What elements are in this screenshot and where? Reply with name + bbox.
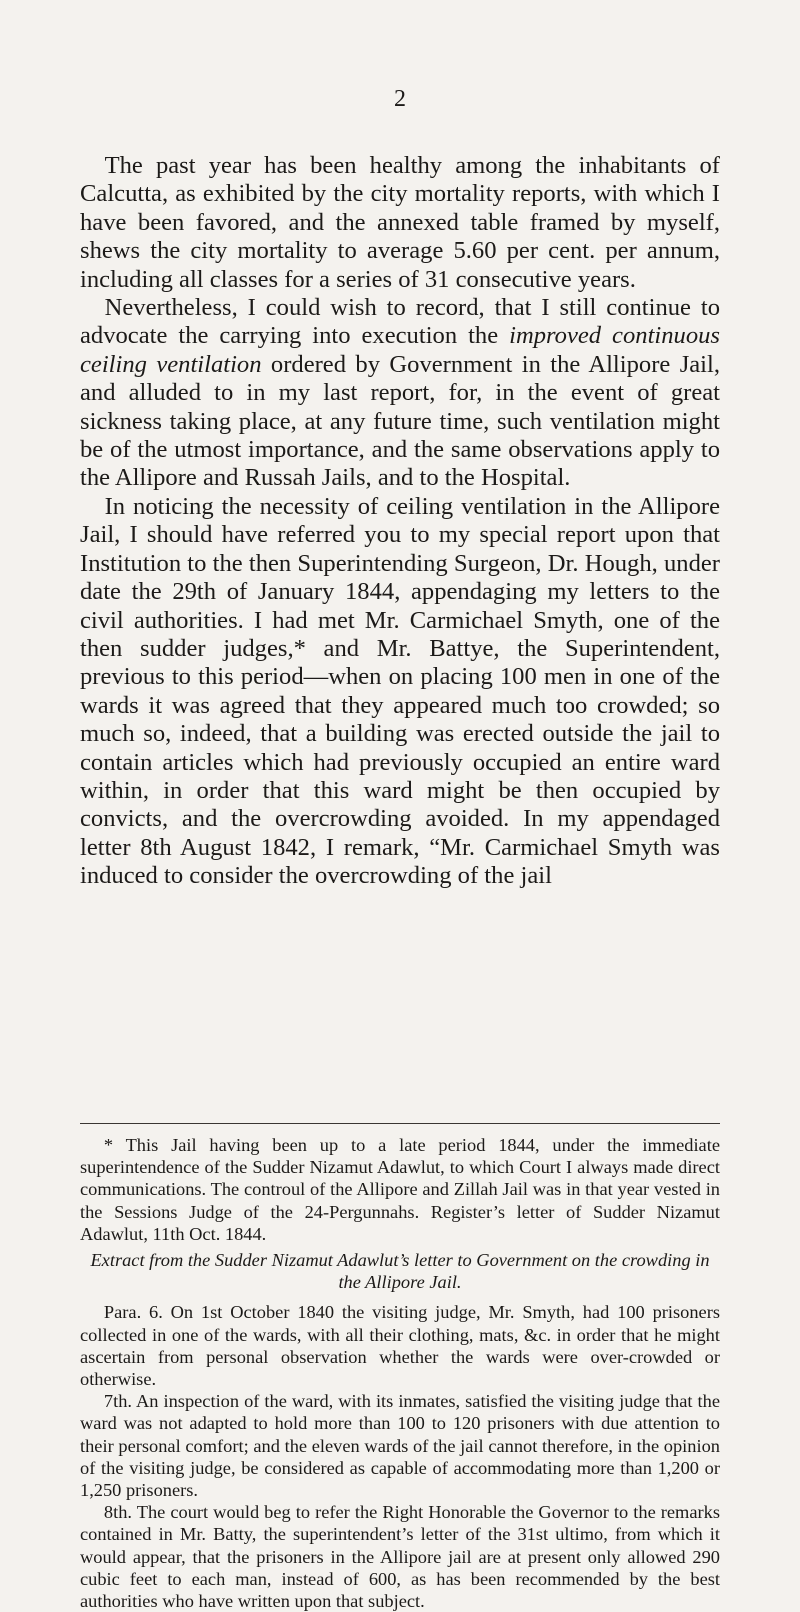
body-paragraph-2: [80, 294, 720, 493]
italic-phrase: improved continuous ceiling ventilation: [80, 322, 720, 378]
extract-paragraph-8: 8th. The court would beg to refer the Right Honorable the Governor to the remarks contained in Mr. Batty, the superintendent’s letter of the 31st ultimo, from which it would appear, that the prisoners in the Allipore jail are at present only allowed 290 cubic feet to each man, instead of 600, as has been recommended by the best authorities who have written upon that subject.: [80, 1502, 720, 1612]
body-paragraph-2-start: Nevertheless, I could wish to record, that I still continue to advocate the carrying into execution the: [80, 294, 720, 350]
extract-paragraph-7: 7th. An inspection of the ward, with its inmates, satisfied the visiting judge that the ward was not adapted to hold more than 100 to 120 prisoners with due attention to their personal comfort; and the eleven wards of the jail cannot therefore, in the opinion of the visiting judge, be considered as capable of accommodating more than 1,200 or 1,250 prisoners.: [80, 1391, 720, 1501]
extract-heading: Extract from the Sudder Nizamut Adawlut’s letter to Government on the crowding in the Allipore Jail.: [90, 1250, 710, 1293]
footnote-divider: [80, 1123, 720, 1124]
main-text: [80, 152, 720, 891]
footnote-block: [80, 1134, 720, 1612]
body-paragraph-2-end: ordered by Government in the Allipore Jail, and alluded to in my last report, for, in the event of great sickness taking place, at any future time, such ventilation might be of the utmost importance, and the same observations apply to the Allipore and Russah Jails, and to the Hospital.: [80, 350, 720, 492]
page-number: 2: [394, 86, 406, 112]
extract-paragraph-6: Para. 6. On 1st October 1840 the visiting judge, Mr. Smyth, had 100 prisoners collected in one of the wards, with all their clothing, mats, &c. in order that he might ascertain from personal observation whether the wards were over-crowded or otherwise.: [80, 1302, 720, 1390]
footnote-note: * This Jail having been up to a late period 1844, under the immediate superintendence of the Sudder Nizamut Adawlut, to which Court I always made direct communications. The controul of the Allipore and Zillah Jail was in that year vested in the Sessions Judge of the 24-Pergunnahs. Register’s letter of Sudder Nizamut Adawlut, 11th Oct. 1844.: [80, 1135, 720, 1244]
body-paragraph-1: The past year has been healthy among the inhabitants of Calcutta, as exhibited by the city mortality reports, with which I have been favored, and the annexed table framed by myself, shews the city mortality to average 5.60 per cent. per annum, including all classes for a series of 31 consecutive years.: [80, 152, 720, 293]
body-paragraph-3: In noticing the necessity of ceiling ventilation in the Allipore Jail, I should have referred you to my special report upon that Institution to the then Superintending Surgeon, Dr. Hough, under date the 29th of January 1844, appendaging my letters to the civil authorities. I had met Mr. Carmichael Smyth, one of the then sudder judges,* and Mr. Battye, the Superintendent, previous to this period—when on placing 100 men in one of the wards it was agreed that they appeared much too crowded; so much so, indeed, that a building was erected outside the jail to contain articles which had previously occupied an entire ward within, in order that this ward might be then occupied by convicts, and the overcrowding avoided. In my appendaged letter 8th August 1842, I remark, “Mr. Carmichael Smyth was induced to consider the overcrowding of the jail: [80, 492, 720, 890]
